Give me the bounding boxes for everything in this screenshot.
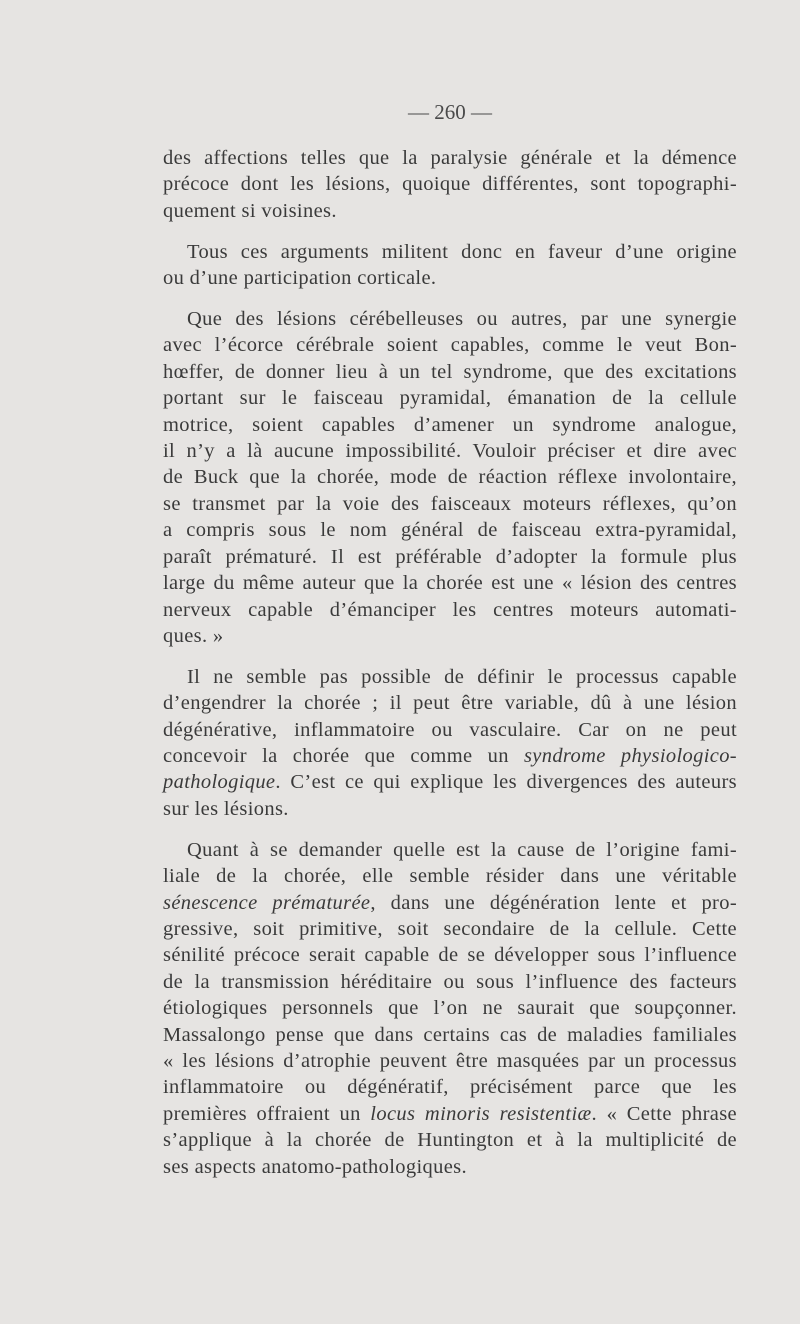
text-line: ou d’une participation corticale. bbox=[163, 267, 437, 290]
body-text bbox=[163, 145, 737, 1195]
text-line: large du même auteur que la chorée est une « lésion des centres bbox=[163, 572, 737, 595]
text-line: ses aspects anatomo-pathologiques. bbox=[163, 1155, 467, 1178]
text-line: « les lésions d’atrophie peuvent être masquées par un processus bbox=[163, 1050, 737, 1072]
text-line: avec l’écorce cérébrale soient capables, comme le veut Bon- bbox=[163, 334, 737, 357]
text-line: dégénérative, inflammatoire ou vasculaire. Car on ne peut bbox=[163, 718, 737, 741]
paragraph bbox=[163, 239, 737, 292]
text-line: étiologiques personnels que l’on ne saurait que soupçonner. bbox=[163, 997, 737, 1020]
paragraph bbox=[163, 306, 737, 649]
text-line: liale de la chorée, elle semble résider dans une véritable bbox=[163, 865, 737, 888]
text-line: pathologique. C’est ce qui explique les divergences des auteurs bbox=[163, 771, 737, 794]
page-number: — 260 — bbox=[408, 100, 492, 124]
text-line: d’engendrer la chorée ; il peut être variable, dû à une lésion bbox=[163, 692, 737, 715]
text-line: ques. » bbox=[163, 624, 224, 647]
text-line: Tous ces arguments militent donc en faveur d’une origine bbox=[187, 240, 737, 263]
text-line: Que des lésions cérébelleuses ou autres, par une synergie bbox=[187, 308, 737, 331]
text-line: gressive, soit primitive, soit secondaire de la cellule. Cette bbox=[163, 917, 737, 940]
text-line: concevoir la chorée que comme un syndrome physiologico- bbox=[163, 745, 737, 768]
text-line: Il ne semble pas possible de définir le processus capable bbox=[187, 665, 737, 688]
text-line: s’applique à la chorée de Huntington et à la multiplicité de bbox=[163, 1129, 737, 1152]
paragraph bbox=[163, 145, 737, 224]
text-line: quement si voisines. bbox=[163, 199, 337, 222]
text-line: sénescence prématurée, dans une dégénération lente et pro- bbox=[163, 891, 737, 914]
text-line: inflammatoire ou dégénératif, précisément parce que les bbox=[163, 1076, 737, 1099]
text-line: paraît prématuré. Il est préférable d’adopter la formule plus bbox=[163, 545, 737, 568]
text-line: Massalongo pense que dans certains cas de maladies familiales bbox=[163, 1023, 737, 1046]
text-line: de Buck que la chorée, mode de réaction réflexe involontaire, bbox=[163, 466, 737, 489]
text-line: de la transmission héréditaire ou sous l’influence des facteurs bbox=[163, 970, 737, 993]
text-line: sénilité précoce serait capable de se développer sous l’influence bbox=[163, 944, 737, 967]
paragraph bbox=[163, 664, 737, 822]
text-line: hœffer, de donner lieu à un tel syndrome, que des excitations bbox=[163, 360, 737, 383]
text-line: a compris sous le nom général de faisceau extra-pyramidal, bbox=[163, 519, 737, 542]
text-line: portant sur le faisceau pyramidal, émanation de la cellule bbox=[163, 387, 737, 410]
text-line: motrice, soient capables d’amener un syndrome analogue, bbox=[163, 413, 737, 436]
text-line: Quant à se demander quelle est la cause de l’origine fami- bbox=[187, 838, 737, 861]
text-line: sur les lésions. bbox=[163, 797, 289, 820]
text-line: il n’y a là aucune impossibilité. Vouloir préciser et dire avec bbox=[163, 440, 737, 463]
text-line: premières offraient un locus minoris resistentiæ. « Cette phrase bbox=[163, 1102, 737, 1125]
text-line: nerveux capable d’émanciper les centres moteurs automati- bbox=[163, 598, 737, 621]
text-line: se transmet par la voie des faisceaux moteurs réflexes, qu’on bbox=[163, 492, 737, 515]
paragraph bbox=[163, 837, 737, 1180]
text-line: précoce dont les lésions, quoique différentes, sont topographi- bbox=[163, 173, 737, 196]
text-line: des affections telles que la paralysie générale et la démence bbox=[163, 147, 737, 169]
